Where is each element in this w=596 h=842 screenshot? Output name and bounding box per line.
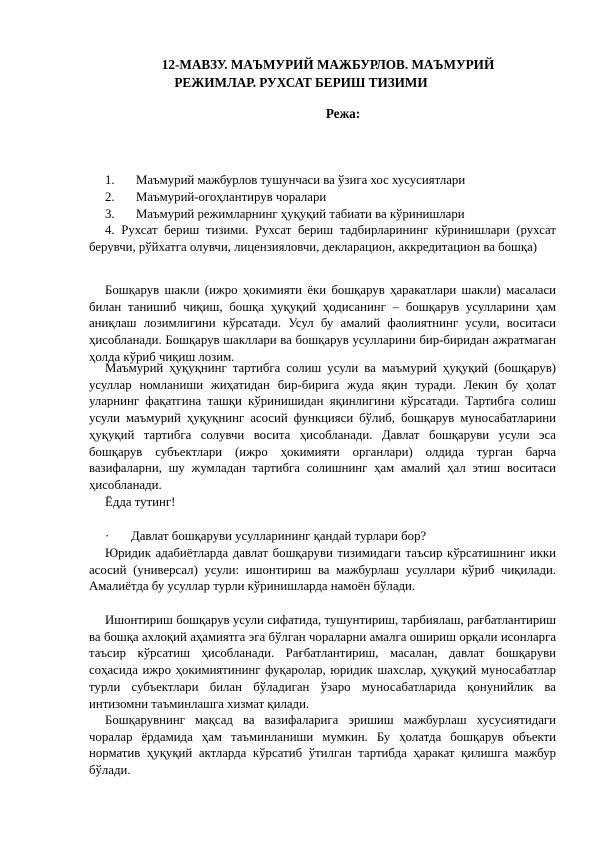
question-text: Давлат бошқаруви усулларининг қандай турлари бор? [131, 529, 427, 543]
plan-item [105, 172, 465, 189]
paragraph: Маъмурий ҳуқуқнинг тартибга солиш усули ва маъмурий ҳуқуқий (бошқарув) усуллар номланиши жиҳатидан бир-бирига жуда яқин туради. Лекин бу ҳолат уларнинг фақатгина ташқи кўринишидан яқинлигини кўрсатади. Тартибга солиш усули маъмурий ҳуқуқнинг асосий функцияси бўлиб, бошқарув муносабатларини ҳуқуқий тартибга солувчи восита ҳисобланади. Давлат бошқаруви усули эса бошқарув субъектлари (ижро ҳокимияти органлари) олдида турган барча вазифаларни, шу жумладан тартибга солишнинг ҳам амалий ҳал этиш воситаси ҳисобланади. [89, 361, 556, 492]
plan-item-number: 3. [105, 207, 115, 221]
paragraph: Юридик адабиётларда давлат бошқаруви тизимидаги таъсир кўрсатишнинг икки асосий (универсал) усули: ишонтириш ва мажбурлаш усуллари кўриб чиқилади. Амалиётда бу усуллар турли кўринишларда намоён бўлади. [89, 546, 556, 594]
bullet-icon: · [105, 529, 110, 543]
reminder-note: Ёдда тутинг! [105, 495, 176, 509]
paragraph: Бошқарув шакли (ижро ҳокимияти ёки бошқарув ҳаракатлари шакли) масаласи билан танишиб чиқиш, бошқа ҳуқуқий ҳодисанинг – бошқарув усулларини ҳам аниқлаш лозимлигини кўрсатади. Усул бу амалий фаолиятнинг усули, воситаси ҳисобланади. Бошқарув шакллари ва бошқарув усулларини бир-биридан ажратмаган ҳолда кўриб чиқиш лозим. [89, 283, 556, 364]
question-item [105, 528, 426, 545]
paragraph: Бошқарувнинг мақсад ва вазифаларига эришиш мажбурлаш хусусиятидаги чоралар ёрдамида ҳам таъминланиши мумкин. Бу ҳолатда бошқарув объекти норматив ҳуқуқий актларда кўрсатиб ўтилган тартибда ҳаракат қилишга мажбур бўлади. [89, 713, 556, 778]
plan-item-text: Маъмурий мажбурлов тушунчаси ва ўзига хос хусусиятлари [136, 173, 466, 187]
document-title-line-2: РЕЖИМЛАР. РУХСАТ БЕРИШ ТИЗИМИ [174, 75, 428, 90]
plan-item-4: 4. Рухсат бериш тизими. Рухсат бериш тадбирларининг кўринишлари (рухсат берувчи, рўйхатга олувчи, лицензияловчи, декларацион, аккредитацион ва бошқа) [89, 223, 556, 254]
plan-item-text: Маъмурий-огоҳлантирув чоралари [136, 190, 327, 204]
paragraph: Ишонтириш бошқарув усули сифатида, тушунтириш, тарбиялаш, рағбатлантириш ва бошқа ахлоқий аҳамиятга эга бўлган чораларни амалга ошириш орқали исонларга таъсир кўрсатиш ҳисобланади. Рағбатлантириш, масалан, давлат бошқаруви соҳасида ижро ҳокимиятининг фуқаролар, юридик шахслар, ҳуқуқий муносабатлар турли субъектлари билан бўладиган ўзаро муносабатларида қонунийлик ва интизомни таъминлашга хизмат қилади. [89, 613, 556, 711]
document-title-line-1: 12-МАВЗУ. МАЪМУРИЙ МАЖБУРЛОВ. МАЪМУРИЙ [161, 57, 495, 72]
plan-item [105, 206, 465, 223]
plan-item [105, 189, 465, 206]
plan-list [105, 172, 465, 223]
plan-item-number: 1. [105, 173, 115, 187]
plan-item-number: 2. [105, 190, 115, 204]
plan-item-text: Маъмурий режимларнинг ҳуқуқий табиати ва кўринишлари [136, 207, 465, 221]
plan-heading: Режа: [325, 106, 361, 121]
